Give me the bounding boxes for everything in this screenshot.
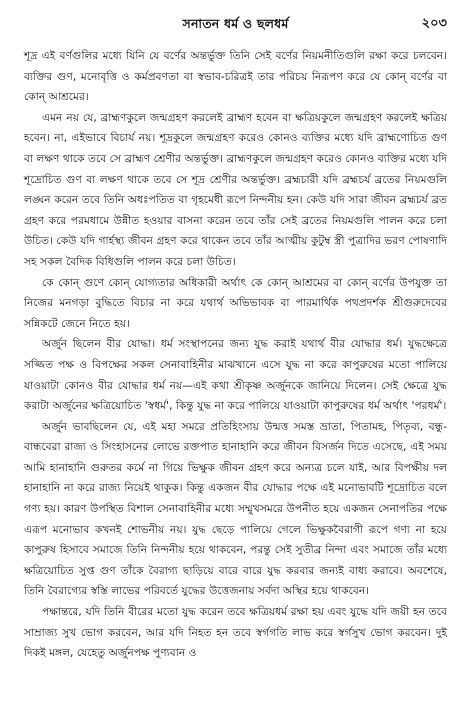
paragraph: পক্ষান্তরে, যদি তিনি বীরের মতো যুদ্ধ করেন তবে ক্ষত্রিয়ধর্ম রক্ষা হয় এবং যুদ্ধে যদি জয়ী হন তবে সাম্রাজ্য সুখ ভোগ করবেন, আর যদি নিহত হন তবে স্বর্গগতি লাভ করে স্বর্গসুখ ভোগ করবেন। দুই দিকই মঙ্গল, যেহেতু অর্জুনপক্ষ পুণ্যবান ও <box>24 606 447 660</box>
paragraph: অর্জুন ছিলেন বীর যোদ্ধা। ধর্ম সংস্থাপনের জন্য যুদ্ধ করাই যথার্থ বীর যোদ্ধার ধর্ম। যুদ্ধক্ষেত্রে সজ্জিত পক্ষ ও বিপক্ষের সকল সেনাবাহিনীর মাঝখানে এসে যুদ্ধ না করে কাপুরুষের মতো পালিয়ে যাওয়াটা কোনও বীর যোদ্ধার ধর্ম নয়—এই কথা শ্রীকৃষ্ণ অর্জুনকে জানিয়ে দিলেন। সেই ক্ষেত্রে যুদ্ধ করাটা অর্জুনের ক্ষত্রিয়োচিত 'স্বধর্ম', কিন্তু যুদ্ধ না করে পালিয়ে যাওয়াটা কাপুরুষের ধর্ম অর্থাৎ 'পরধর্ম'। <box>24 338 447 413</box>
paragraph: অর্জুন ভাবছিলেন যে, এই মহা সমরে প্রতিহিংসায় উন্মত্ত সমস্ত ভ্রাতা, পিতামহ, পিতৃব্য, বন্ধু-বান্ধবেরা রাজ্য ও সিংহাসনের লোভে রক্তপাত হানাহানি করে জীবন বিসর্জন দিতে এসেছে, এই সময় আমি হানাহানি গুরুতর কর্মে না গিয়ে ভিক্ষুক জীবন গ্রহণ করে অন্যত্র চলে যাই, আর বিপক্ষীয় দল হানাহানি না করে রাজ্য নিয়েই থাকুক। কিন্তু একজন বীর যোদ্ধার পক্ষে এই মনোভাবটি শূদ্রোচিত বলে গণ্য হয়। কারণ উপস্থিত বিশাল সেনাবাহিনীর মধ্যে সম্মুখসমরে উপনীত হয়ে একজন সেনাপতির পক্ষে এরূপ মনোভাব কখনই শোভনীয় নয়। যুদ্ধ ছেড়ে পালিয়ে গেলে ভিক্ষুকবৈরাগী রূপে গণ্য না হয়ে কাপুরুষ হিসাবে সমাজে তিনি নিন্দনীয় হয়ে থাকবেন, পরন্তু সেই সুতীব্র নিন্দা এবং সমাজে তাঁর মধ্যে ক্ষত্রিয়োচিত সুপ্ত গুণ তাঁকে বৈরাগ্য ছাড়িয়ে বারে বারে যুদ্ধ করবার জন্যই বাধ্য করাবে। অবশেষে, তিনি বৈরাগ্যের স্বস্তি লাভের পরিবর্তে যুদ্ধের উত্তেজনায় সর্বদা অস্থির হয়ে থাকবেন। <box>24 420 447 598</box>
running-title: সনাতন ধর্ম ও ছলধর্ম <box>182 16 289 31</box>
running-header <box>24 14 447 36</box>
page-number: ২০৩ <box>421 16 447 31</box>
paragraph: কে কোন্ গুণে কোন্ যোগ্যতার অধিকারী অর্থাৎ কে কোন্ আশ্রমের বা কোন্ বর্ণের উপযুক্ত তা নিজের মনগড়া বুদ্ধিতে বিচার না করে যথার্থ অভিভাবক বা পারমার্থিক পথপ্রদর্শক শ্রীগুরুদেবের সন্নিকটে জেনে নিতে হয়। <box>24 276 447 330</box>
paragraph: শূদ্র এই বর্ণগুলির মধ্যে যিনি যে বর্ণের অন্তর্ভুক্ত তিনি সেই বর্ণের নিয়মনীতিগুলি রক্ষা করে চলবেন। ব্যক্তির গুণ, মনোবৃত্তি ও কর্মপ্রবণতা বা স্বভাব-চরিত্রই তার পরিচয় নিরূপণ করে যে কোন্ বর্ণের বা কোন্ আশ্রমের। <box>24 50 447 104</box>
paragraph: এমন নয় যে, ব্রাহ্মণকুলে জন্মগ্রহণ করলেই ব্রাহ্মণ হবেন বা ক্ষত্রিয়কুলে জন্মগ্রহণ করলেই ক্ষত্রিয় হবেন। না, এইভাবে বিচার্য নয়। শূদ্রকুলে জন্মগ্রহণ করেও কোনও ব্যক্তির মধ্যে যদি ব্রাহ্মণোচিত গুণ বা লক্ষণ থাকে তবে সে ব্রাহ্মণ শ্রেণীর অন্তর্ভুক্ত। ব্রাহ্মণকুলে জন্মগ্রহণ করেও কোনও ব্যক্তির মধ্যে যদি শূদ্রোচিত গুণ বা লক্ষণ থাকে তবে সে শূদ্র শ্রেণীর অন্তর্ভুক্ত। ব্রহ্মচারী যদি ব্রহ্মচর্য ব্রতের নিয়মগুলি লঙ্ঘন করেন তবে তিনি অধঃপতিত বা গৃহমেধী রূপে নিন্দনীয় হন। কেউ যদি সারা জীবন ব্রহ্মচর্য ব্রত গ্রহণ করে পরমধামে উন্নীত হওয়ার বাসনা করেন তবে তাঁর সেই ব্রতের নিয়মগুলি পালন করে চলা উচিত। কেউ যদি গার্হস্থ্য জীবন গ্রহণ করে থাকেন তবে তাঁর আত্মীয় কুটুম্ব স্ত্রী পুত্রাদির ভরণ পোষণাদি সহ সকল বৈদিক বিধিগুলি পালন করে চলা উচিত। <box>24 111 447 268</box>
body-text <box>24 46 447 664</box>
